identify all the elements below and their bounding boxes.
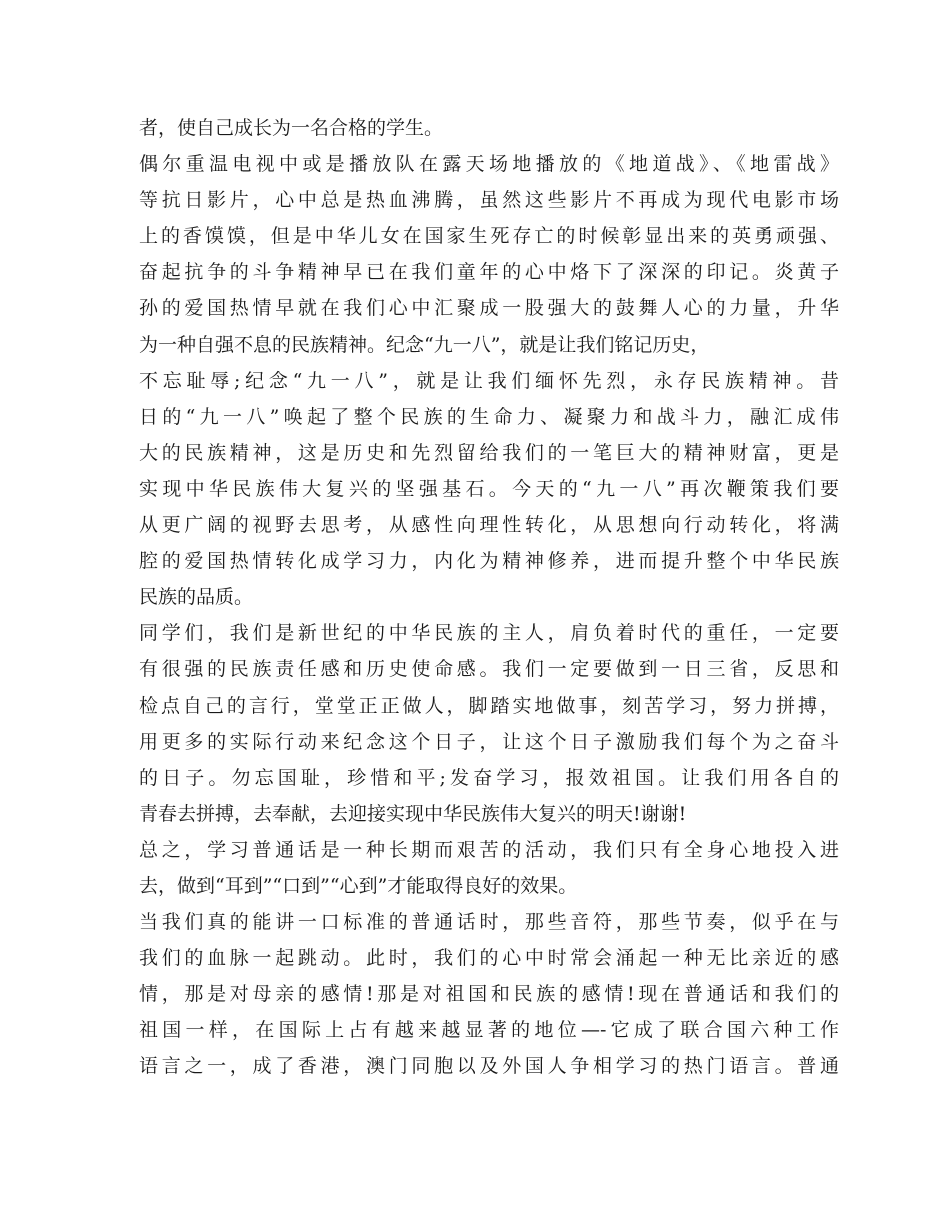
text-line: 检点自己的言行，堂堂正正做人，脚踏实地做事，刻苦学习，努力拼搏，: [139, 694, 839, 717]
text-line: 青春去拼搏，去奉献，去迎接实现中华民族伟大复兴的明天!谢谢!: [139, 802, 687, 825]
text-line: 上的香馍馍，但是中华儿女在国家生死存亡的时候彰显出来的英勇顽强、: [139, 225, 839, 248]
text-line: 日的“九一八”唤起了整个民族的生命力、凝聚力和战斗力，融汇成伟: [139, 405, 839, 428]
text-line: 情，那是对母亲的感情!那是对祖国和民族的感情!现在普通话和我们的: [139, 983, 839, 1006]
text-line: 者，使自己成长为一名合格的学生。: [139, 117, 444, 139]
text-line: 奋起抗争的斗争精神早已在我们童年的心中烙下了深深的印记。炎黄子: [139, 261, 839, 284]
body-text: [139, 110, 839, 1085]
text-line: 同学们，我们是新世纪的中华民族的主人，肩负着时代的重任，一定要: [139, 622, 839, 645]
text-line: 有很强的民族责任感和历史使命感。我们一定要做到一日三省，反思和: [139, 658, 839, 681]
text-line: 偶尔重温电视中或是播放队在露天场地播放的《地道战》、《地雷战》: [139, 153, 839, 176]
text-line: 孙的爱国热情早就在我们心中汇聚成一股强大的鼓舞人心的力量，升华: [139, 297, 839, 320]
text-line: 民族的品质。: [139, 586, 254, 609]
text-line: 当我们真的能讲一口标准的普通话时，那些音符，那些节奏，似乎在与: [139, 911, 839, 934]
text-line: 的日子。勿忘国耻，珍惜和平;发奋学习，报效祖国。让我们用各自的: [139, 766, 839, 789]
text-line: 去，做到“耳到”“口到”“心到”才能取得良好的效果。: [139, 874, 578, 897]
text-line: 大的民族精神，这是历史和先烈留给我们的一笔巨大的精神财富，更是: [139, 441, 839, 464]
text-line: 语言之一，成了香港，澳门同胞以及外国人争相学习的热门语言。普通: [139, 1055, 839, 1078]
text-line: 祖国一样，在国际上占有越来越显著的地位—-它成了联合国六种工作: [139, 1019, 839, 1042]
text-line: 腔的爱国热情转化成学习力，内化为精神修养，进而提升整个中华民族: [139, 550, 839, 573]
text-line: 等抗日影片，心中总是热血沸腾，虽然这些影片不再成为现代电影市场: [139, 189, 839, 212]
text-line: 从更广阔的视野去思考，从感性向理性转化，从思想向行动转化，将满: [139, 514, 839, 537]
text-line: 总之，学习普通话是一种长期而艰苦的活动，我们只有全身心地投入进: [139, 838, 839, 861]
text-line: 为一种自强不息的民族精神。纪念“九一八”，就是让我们铭记历史，: [139, 333, 710, 356]
text-line: 我们的血脉一起跳动。此时，我们的心中时常会涌起一种无比亲近的感: [139, 947, 839, 970]
text-line: 不忘耻辱;纪念“九一八”，就是让我们缅怀先烈，永存民族精神。昔: [139, 369, 839, 392]
text-line: 实现中华民族伟大复兴的坚强基石。今天的“九一八”再次鞭策我们要: [139, 477, 839, 500]
text-line: 用更多的实际行动来纪念这个日子，让这个日子激励我们每个为之奋斗: [139, 730, 839, 753]
